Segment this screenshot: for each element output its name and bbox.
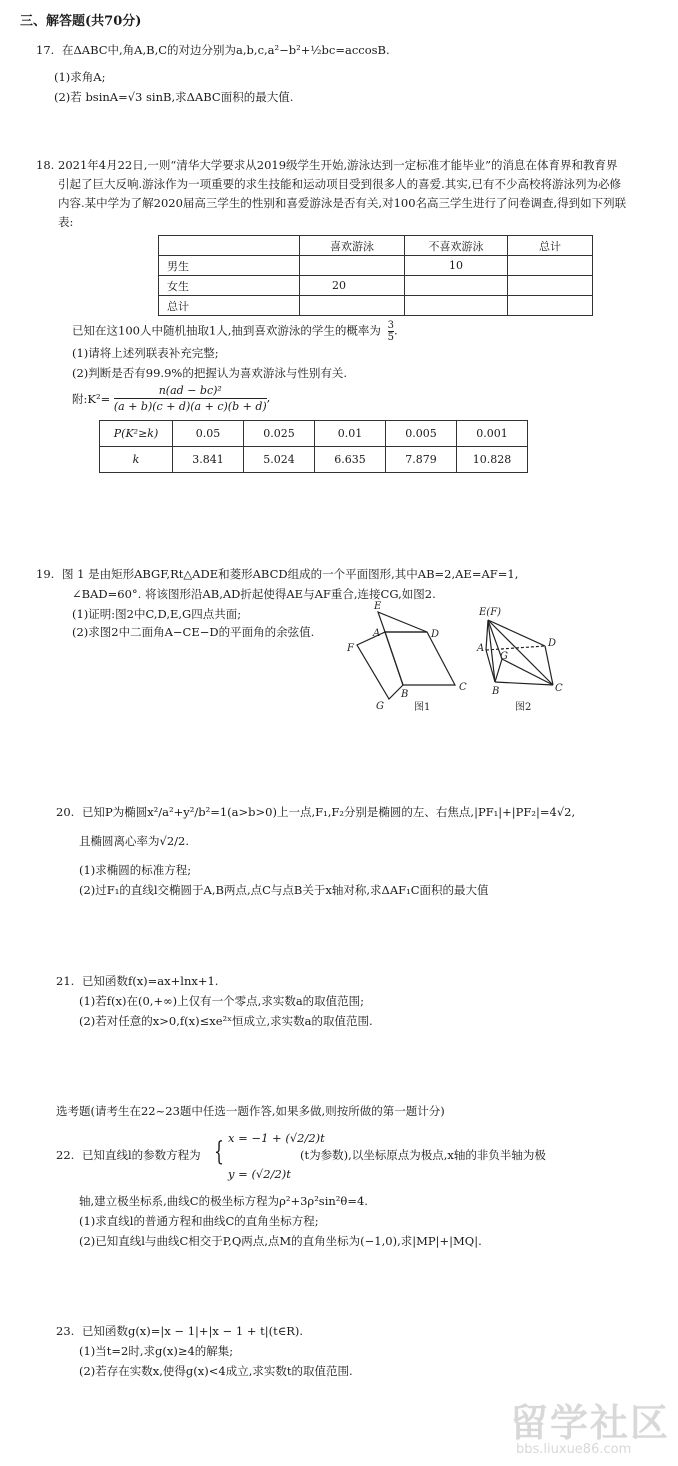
table-cell: 10 xyxy=(405,256,508,276)
param-eq-y: y = (√2/2)t xyxy=(228,1167,291,1181)
part-1: (1)请将上述列联表补充完整; xyxy=(72,346,219,360)
question-stem: 在ΔABC中,角A,B,C的对边分别为a,b,c,a²−b²+½bc=accosB. xyxy=(61,43,390,57)
watermark-logo: 留学社区 xyxy=(510,1401,671,1445)
geometry-figures xyxy=(0,0,678,730)
section-header: 三、解答题(共70分) xyxy=(20,14,142,29)
question-stem-line2: 且椭圆离心率为√2/2. xyxy=(79,834,189,848)
formula-prefix: 附:K²= xyxy=(72,391,111,406)
part-2: (2)已知直线l与曲线C相交于P,Q两点,点M的直角坐标为(−1,0),求|MP|+|MQ|. xyxy=(79,1234,482,1248)
table-cell: 0.025 xyxy=(244,421,315,447)
question-stem: 已知函数f(x)=ax+lnx+1. xyxy=(81,974,219,988)
part-1: (1)求椭圆的标准方程; xyxy=(79,863,192,877)
question-number: 20. xyxy=(56,805,75,819)
table-cell: P(K²≥k) xyxy=(100,421,173,447)
label-g: G xyxy=(376,701,384,712)
elective-note: 选考题(请考生在22~23题中任选一题作答,如果多做,则按所做的第一题计分) xyxy=(56,1104,445,1118)
table-cell: k xyxy=(100,447,173,473)
table-cell: 0.01 xyxy=(315,421,386,447)
part-1: (1)求直线l的普通方程和曲线C的直角坐标方程; xyxy=(79,1214,319,1228)
part-2: (2)求图2中二面角A−CE−D的平面角的余弦值. xyxy=(72,625,315,639)
part-1: (1)求角A; xyxy=(54,70,106,84)
watermark-url: bbs.liuxue86.com xyxy=(516,1442,632,1457)
table-cell: 总计 xyxy=(159,296,300,316)
question-number: 21. xyxy=(56,974,75,988)
probability-text: 已知在这100人中随机抽取1人,抽到喜欢游泳的学生的概率为 xyxy=(72,323,381,338)
formula: 附:K²= $\frac{\text{n(ad − bc)²}}{(a + b)(c + d)(a + c)(b + d)}$ , xyxy=(72,384,271,413)
formula-denominator: (a + b)(c + d)(a + c)(b + d) xyxy=(113,400,267,413)
table-cell: 6.635 xyxy=(315,447,386,473)
question-stem: 2021年4月22日,一则“清华大学要求从2019级学生开始,游泳达到一定标准才能毕业”的消息在体育界和教育界引起了巨大反响.游泳作为一项重要的求生技能和运动项目受到很多人的喜爱.其实,已有不少高校将游泳列为必修内容.某中学为了解2020届高三学生的性别和喜爱游泳是否有关,对100名高三学生进行了问卷调查,得到如下列联表: xyxy=(58,158,627,229)
rectangle-abgf xyxy=(357,632,403,699)
part-2: (2)若 bsinA=√3 sinB,求ΔABC面积的最大值. xyxy=(54,90,294,104)
table-cell: 3.841 xyxy=(173,447,244,473)
probability-fraction: $\frac{3}{5}$ xyxy=(387,320,394,343)
figure-1-caption: 图1 xyxy=(414,702,431,713)
question-number: 22. xyxy=(56,1148,75,1162)
label-d: D xyxy=(431,629,440,640)
question-stem: 已知函数g(x)=|x − 1|+|x − 1 + t|(t∈R). xyxy=(81,1324,304,1338)
label-e: E xyxy=(374,601,382,612)
table-cell: 女生 xyxy=(159,276,300,296)
question-stem-line2: 轴,建立极坐标系,曲线C的极坐标方程为ρ²+3ρ²sin²θ=4. xyxy=(79,1194,368,1208)
question-number: 18. xyxy=(36,158,55,172)
question-stem-line2: ∠BAD=60°. 将该图形沿AB,AD折起使得AE与AF重合,连接CG,如图2. xyxy=(72,587,436,601)
question-number: 19. xyxy=(36,567,55,581)
label-a: A xyxy=(373,628,381,639)
param-eq-x: x = −1 + (√2/2)t xyxy=(228,1131,325,1145)
figure-2-caption: 图2 xyxy=(515,702,532,713)
figure-2 xyxy=(486,620,553,685)
table-cell: 男生 xyxy=(159,256,300,276)
left-brace: { xyxy=(214,1137,224,1167)
part-1: (1)若f(x)在(0,+∞)上仅有一个零点,求实数a的取值范围; xyxy=(79,994,365,1008)
label-g: G xyxy=(500,651,508,662)
label-c: C xyxy=(555,683,563,694)
table-cell: 0.005 xyxy=(386,421,457,447)
table-header-cell: 不喜欢游泳 xyxy=(405,236,508,256)
table-cell: 20 xyxy=(300,276,405,296)
question-stem-line1: 已知P为椭圆x²/a²+y²/b²=1(a>b>0)上一点,F₁,F₂分别是椭圆的左、右焦点,|PF₁|+|PF₂|=4√2, xyxy=(81,805,576,819)
question-stem-line1: 图 1 是由矩形ABGF,Rt△ADE和菱形ABCD组成的一个平面图形,其中AB=2,AE=AF=1, xyxy=(61,567,519,581)
question-number: 17. xyxy=(36,43,55,57)
table-cell: 5.024 xyxy=(244,447,315,473)
part-2: (2)若存在实数x,使得g(x)<4成立,求实数t的取值范围. xyxy=(79,1364,353,1378)
table-header-cell: 喜欢游泳 xyxy=(300,236,405,256)
part-2: (2)若对任意的x>0,f(x)≤xe²ˣ恒成立,求实数a的取值范围. xyxy=(79,1014,373,1028)
figure-1 xyxy=(357,612,455,699)
label-f: F xyxy=(347,643,354,654)
table-cell: 7.879 xyxy=(386,447,457,473)
question-stem-prefix: 已知直线l的参数方程为 xyxy=(81,1148,201,1162)
table-cell: 10.828 xyxy=(457,447,528,473)
rhombus-abcd xyxy=(385,632,455,685)
question-number: 23. xyxy=(56,1324,75,1338)
part-1: (1)当t=2时,求g(x)≥4的解集; xyxy=(79,1344,234,1358)
label-a: A xyxy=(477,643,485,654)
part-1: (1)证明:图2中C,D,E,G四点共面; xyxy=(72,607,242,621)
label-c: C xyxy=(459,682,467,693)
part-2: (2)判断是否有99.9%的把握认为喜欢游泳与性别有关. xyxy=(72,366,347,380)
label-b: B xyxy=(401,689,409,700)
label-e-f: E(F) xyxy=(479,607,502,618)
table-header-cell: 总计 xyxy=(508,236,593,256)
table-cell: 0.001 xyxy=(457,421,528,447)
triangle-ade xyxy=(378,612,427,632)
label-d: D xyxy=(548,638,557,649)
table-cell: 0.05 xyxy=(173,421,244,447)
question-stem-suffix: (t为参数),以坐标原点为极点,x轴的非负半轴为极 xyxy=(300,1148,546,1162)
part-2: (2)过F₁的直线l交椭圆于A,B两点,点C与点B关于x轴对称,求ΔAF₁C面积的最大值 xyxy=(79,883,489,897)
formula-numerator: n(ad − bc)² xyxy=(114,383,267,399)
label-b: B xyxy=(492,686,500,697)
